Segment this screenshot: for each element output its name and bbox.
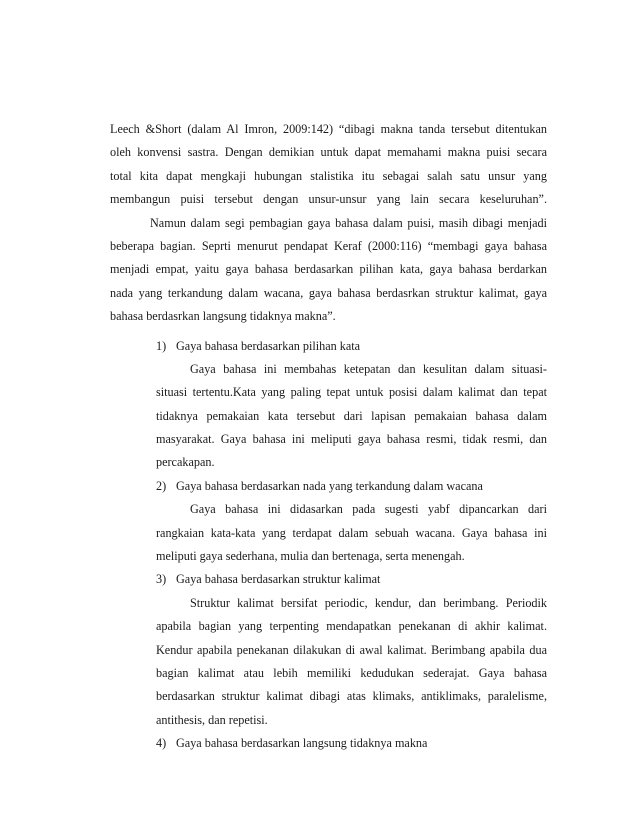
paragraph-2 (110, 212, 547, 329)
text-line: tidaknya pemakaian kata tersebut dari lapisan pemakaian bahasa dalam (156, 408, 547, 423)
text-line: bahasa berdasrkan langsung tidaknya makna”. (110, 309, 336, 324)
text-line: oleh konvensi sastra. Dengan demikian untuk dapat memahami makna puisi secara (110, 145, 547, 160)
text-line: apabila bagian yang terpenting mendapatkan penekanan di akhir kalimat. (156, 619, 547, 634)
text-line: masyarakat. Gaya bahasa ini meliputi gaya bahasa resmi, tidak resmi, dan (156, 432, 547, 447)
list-item-2 (110, 475, 547, 569)
list-number: 4) (156, 736, 167, 751)
list-heading (110, 732, 547, 755)
list-heading (110, 475, 547, 498)
list-heading-text: Gaya bahasa berdasarkan pilihan kata (176, 338, 361, 353)
text-line: situasi tertentu.Kata yang paling tepat untuk posisi dalam kalimat dan tepat (156, 385, 547, 400)
text-line: nada yang terkandung dalam wacana, gaya bahasa berdasrkan struktur kalimat, gaya (110, 285, 547, 300)
list-item-4 (110, 732, 547, 755)
list-number: 3) (156, 572, 167, 587)
text-line: beberapa bagian. Seprti menurut pendapat Keraf (2000:116) “membagi gaya bahasa (110, 238, 547, 253)
text-line: Namun dalam segi pembagian gaya bahasa dalam puisi, masih dibagi menjadi (150, 215, 547, 230)
text-line: membangun puisi tersebut dengan unsur-unsur yang lain secara keseluruhan”. (110, 192, 547, 207)
text-line: bagian kalimat atau lebih memiliki kedudukan sederajat. Gaya bahasa (156, 665, 547, 680)
text-line: meliputi gaya sederhana, mulia dan bertenaga, serta menengah. (156, 549, 465, 564)
text-line: Kendur apabila penekanan dilakukan di awal kalimat. Berimbang apabila dua (156, 642, 547, 657)
text-line: percakapan. (156, 455, 215, 470)
text-line: menjadi empat, yaitu gaya bahasa berdasarkan pilihan kata, gaya bahasa berdarkan (110, 262, 547, 277)
list-heading-text: Gaya bahasa berdasarkan nada yang terkandung dalam wacana (176, 478, 483, 493)
list-number: 1) (156, 338, 167, 353)
text-line: Struktur kalimat bersifat periodic, kendur, dan berimbang. Periodik (190, 595, 547, 610)
text-line: Leech &Short (dalam Al Imron, 2009:142) “dibagi makna tanda tersebut ditentukan (110, 122, 547, 136)
paragraph-1 (110, 118, 547, 212)
list-item-3 (110, 568, 547, 732)
text-line: Gaya bahasa ini didasarkan pada sugesti yabf dipancarkan dari (190, 502, 547, 517)
list-heading (110, 568, 547, 591)
list-item-1 (110, 335, 547, 475)
list-heading-text: Gaya bahasa berdasarkan langsung tidaknya makna (176, 736, 428, 751)
list-heading (110, 335, 547, 358)
list-heading-text: Gaya bahasa berdasarkan struktur kalimat (176, 572, 381, 587)
body-text (110, 118, 547, 756)
text-line: antithesis, dan repetisi. (156, 712, 268, 727)
list-number: 2) (156, 478, 167, 493)
text-line: berdasarkan struktur kalimat dibagi atas klimaks, antiklimaks, paralelisme, (156, 689, 547, 704)
text-line: Gaya bahasa ini membahas ketepatan dan kesulitan dalam situasi- (190, 361, 547, 376)
text-line: rangkaian kata-kata yang terdapat dalam sebuah wacana. Gaya bahasa ini (156, 525, 547, 540)
text-line: total kita dapat mengkaji hubungan stalistika itu sebagai salah satu unsur yang (110, 168, 547, 183)
